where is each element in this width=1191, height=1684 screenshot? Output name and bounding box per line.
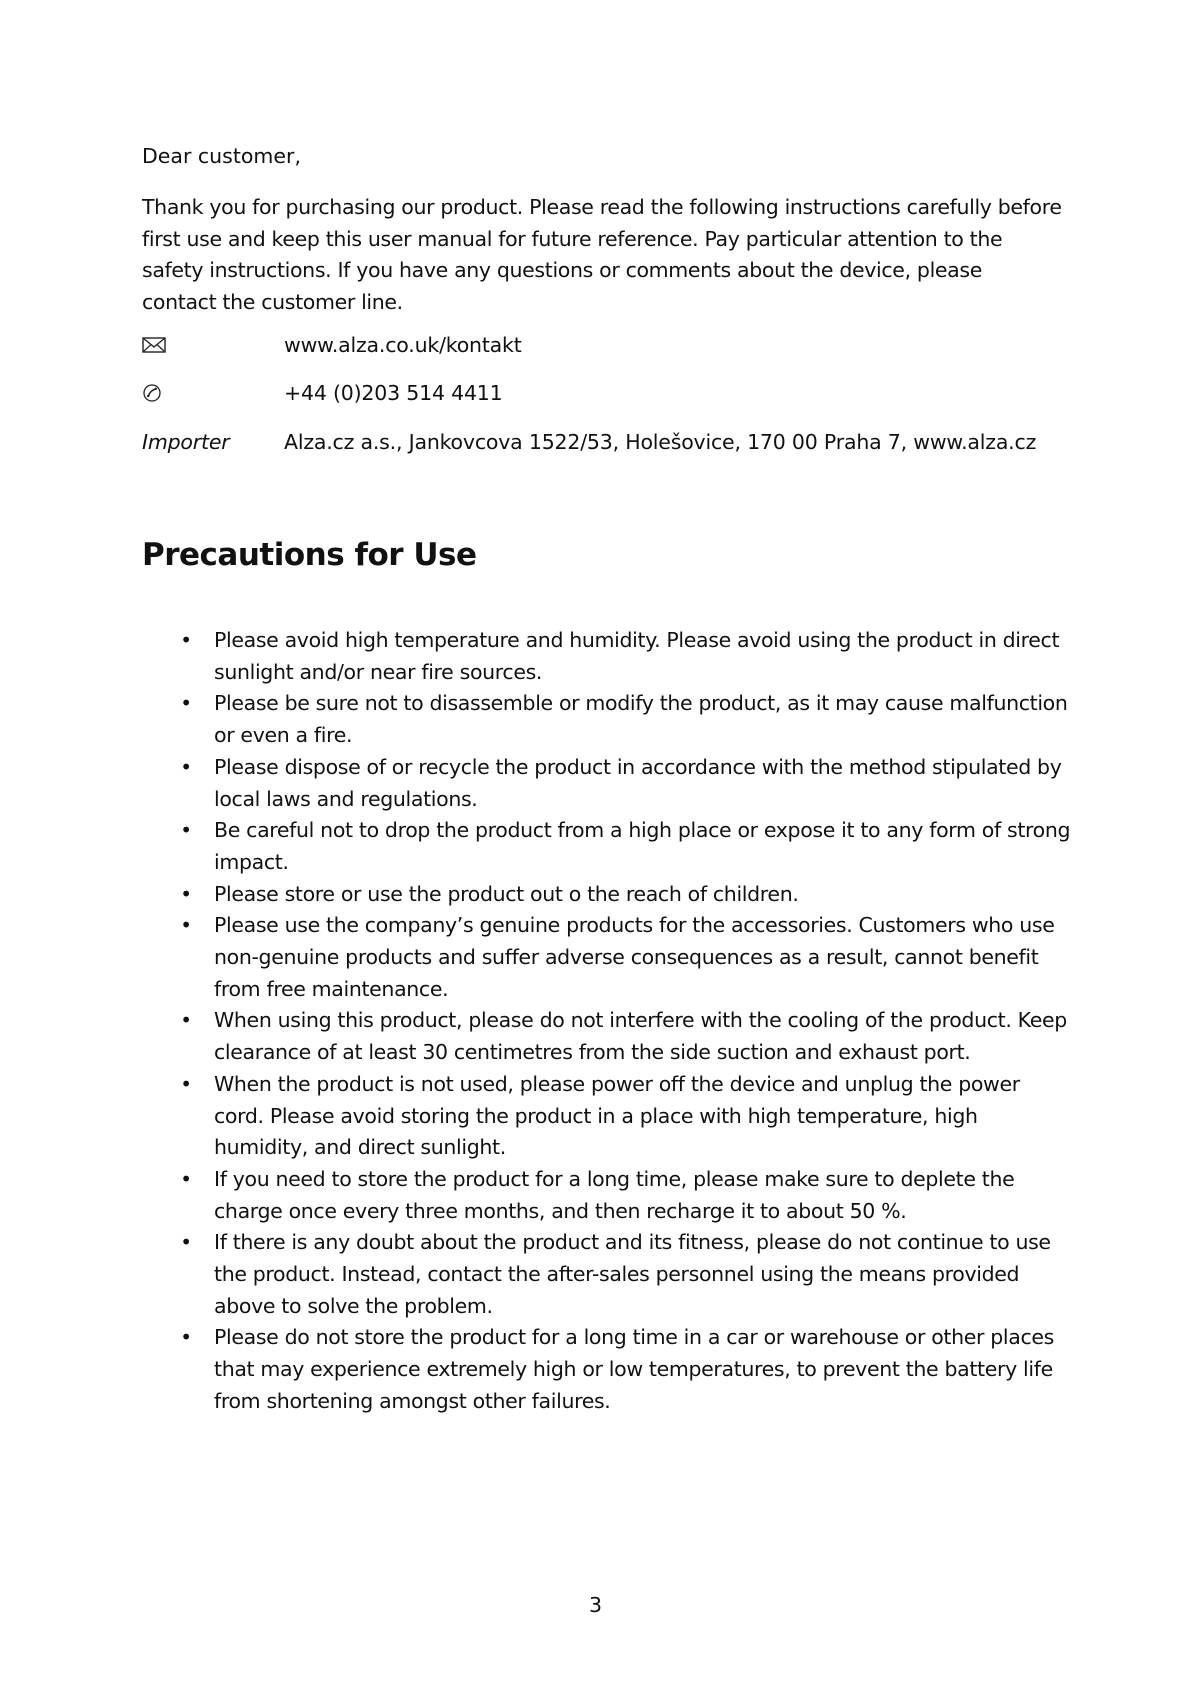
contact-email-row — [142, 331, 522, 359]
bullet-icon: • — [180, 628, 192, 652]
bullet-icon: • — [180, 691, 192, 716]
section-title: Precautions for Use — [142, 537, 477, 573]
list-item-text: Please be sure not to disassemble or modify the product, as it may cause malfunction or even a fire. — [214, 691, 1068, 748]
telephone-icon — [142, 383, 284, 403]
list-item-text: When using this product, please do not interfere with the cooling of the product. Keep clearance of at least 30 centimetres from the side suction and exhaust port. — [214, 1008, 1067, 1065]
greeting: Dear customer, — [142, 144, 301, 168]
list-item — [142, 1005, 1072, 1068]
bullet-icon: • — [180, 754, 192, 779]
list-item — [142, 625, 1072, 688]
bullet-icon: • — [180, 881, 192, 906]
list-item-text: Please avoid high temperature and humidity. Please avoid using the product in direct sunlight and/or near fire sources. — [214, 628, 1060, 684]
contact-importer-row — [142, 428, 1036, 456]
list-item-text: When the product is not used, please power off the device and unplug the power cord. Please avoid storing the product in a place with high temperature, high humidity, and direct sunlight. — [214, 1071, 1020, 1160]
list-item-text: Please store or use the product out o the reach of children. — [214, 881, 799, 906]
contact-email-value[interactable]: www.alza.co.uk/kontakt — [284, 333, 522, 357]
list-item-text: Please do not store the product for a long time in a car or warehouse or other places that may experience extremely high or low temperatures, to prevent the battery life from shortening amongst other failures. — [214, 1325, 1054, 1413]
contact-phone-value: +44 (0)203 514 4411 — [284, 381, 503, 405]
bullet-icon: • — [180, 818, 192, 843]
list-item — [142, 1227, 1072, 1322]
list-item — [142, 1069, 1072, 1164]
bullet-icon: • — [180, 1325, 192, 1350]
page-number: 3 — [588, 1593, 603, 1617]
list-item — [142, 879, 1072, 911]
precautions-list — [142, 625, 1072, 1418]
list-item — [142, 1322, 1072, 1417]
list-item-text: Please use the company’s genuine products for the accessories. Customers who use non-genuine products and suffer adverse consequences as a result, cannot benefit from free maintenance. — [214, 913, 1055, 1001]
bullet-icon: • — [180, 913, 192, 938]
bullet-icon: • — [180, 1008, 192, 1033]
bullet-icon: • — [180, 1166, 192, 1191]
list-item-text: If you need to store the product for a long time, please make sure to deplete the charge once every three months, and then recharge it to about 50 %. — [214, 1166, 1015, 1223]
importer-label: Importer — [142, 430, 230, 454]
contact-phone-row — [142, 379, 502, 407]
bullet-icon: • — [180, 1071, 192, 1096]
importer-value: Alza.cz a.s., Jankovcova 1522/53, Holešovice, 170 00 Praha 7, www.alza.cz — [284, 430, 1037, 454]
intro-paragraph: Thank you for purchasing our product. Please read the following instructions carefully before first use and keep this user manual for future reference. Pay particular attention to the safety instructions. If you have any questions or comments about the device, please contact the customer line. — [142, 195, 1062, 314]
list-item — [142, 752, 1072, 815]
envelope-icon — [142, 335, 284, 355]
list-item-text: Please dispose of or recycle the product in accordance with the method stipulated by local laws and regulations. — [214, 754, 1062, 811]
list-item — [142, 688, 1072, 751]
list-item-text: Be careful not to drop the product from a high place or expose it to any form of strong impact. — [214, 818, 1071, 874]
bullet-icon: • — [180, 1230, 192, 1255]
list-item — [142, 1164, 1072, 1227]
list-item — [142, 910, 1072, 1005]
list-item — [142, 815, 1072, 878]
list-item-text: If there is any doubt about the product and its fitness, please do not continue to use the product. Instead, contact the after-sales personnel using the means provided above to solve the problem. — [214, 1230, 1051, 1318]
